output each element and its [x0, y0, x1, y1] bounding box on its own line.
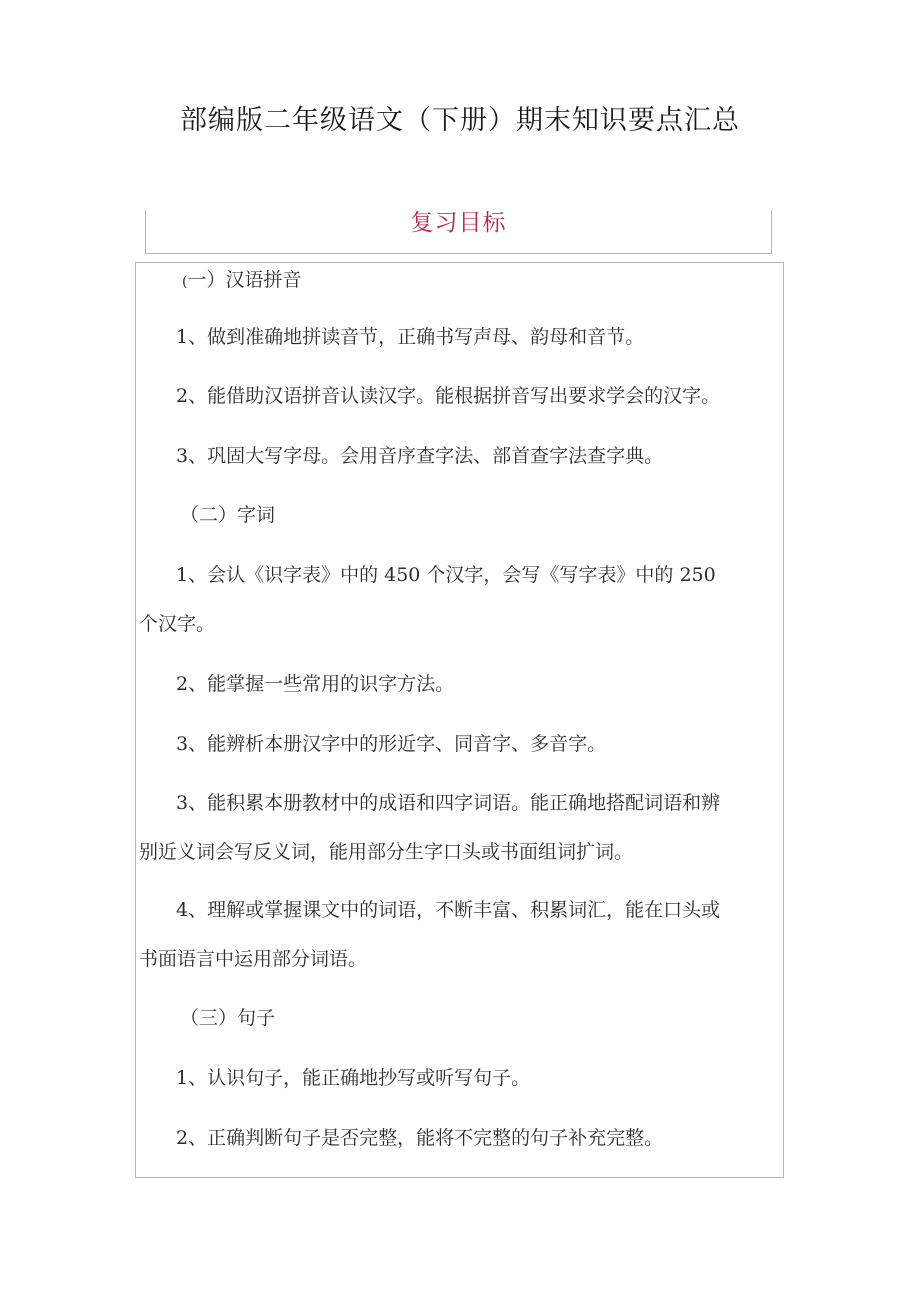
- words-item-4-line-2: 别近义词会写反义词，能用部分生字口头或书面组词扩词。: [139, 841, 634, 863]
- words-item-4-line-1: 3、能积累本册教材中的成语和四字词语。能正确地搭配词语和辨: [176, 792, 721, 814]
- section-title: 复习目标: [410, 210, 507, 236]
- pinyin-item-1: 1、做到准确地拼读音节，正确书写声母、韵母和音节。: [176, 326, 645, 348]
- heading-words: （二）字词: [180, 504, 276, 526]
- words-item-5-line-1: 4、理解或掌握课文中的词语，不断丰富、积累词汇，能在口头或: [176, 899, 721, 921]
- sentences-item-1: 1、认识句子，能正确地抄写或听写句子。: [176, 1067, 531, 1089]
- words-item-1-line-2: 个汉字。: [139, 613, 216, 635]
- sentences-item-2: 2、正确判断句子是否完整，能将不完整的句子补充完整。: [176, 1127, 664, 1149]
- words-item-2: 2、能掌握一些常用的识字方法。: [176, 673, 455, 695]
- words-item-3: 3、能辨析本册汉字中的形近字、同音字、多音字。: [176, 733, 607, 755]
- pinyin-item-2: 2、能借助汉语拼音认读汉字。能根据拼音写出要求学会的汉字。: [176, 385, 721, 407]
- heading-pinyin: [182, 269, 301, 293]
- words-item-5-line-2: 书面语言中运用部分词语。: [139, 948, 368, 970]
- content-box: [135, 262, 784, 1178]
- heading-pinyin-text: 一）汉语拼音: [187, 269, 302, 291]
- heading-pinyin-paren: (: [182, 274, 188, 290]
- heading-sentences: （三）句子: [180, 1007, 276, 1029]
- section-header-box: [145, 210, 772, 254]
- words-item-1-line-1: 1、会认《识字表》中的 450 个汉字，会写《写字表》中的 250: [176, 564, 716, 586]
- pinyin-item-3: 3、巩固大写字母。会用音序查字法、部首查字法查字典。: [176, 445, 664, 467]
- page-title: 部编版二年级语文（下册）期末知识要点汇总: [180, 105, 740, 136]
